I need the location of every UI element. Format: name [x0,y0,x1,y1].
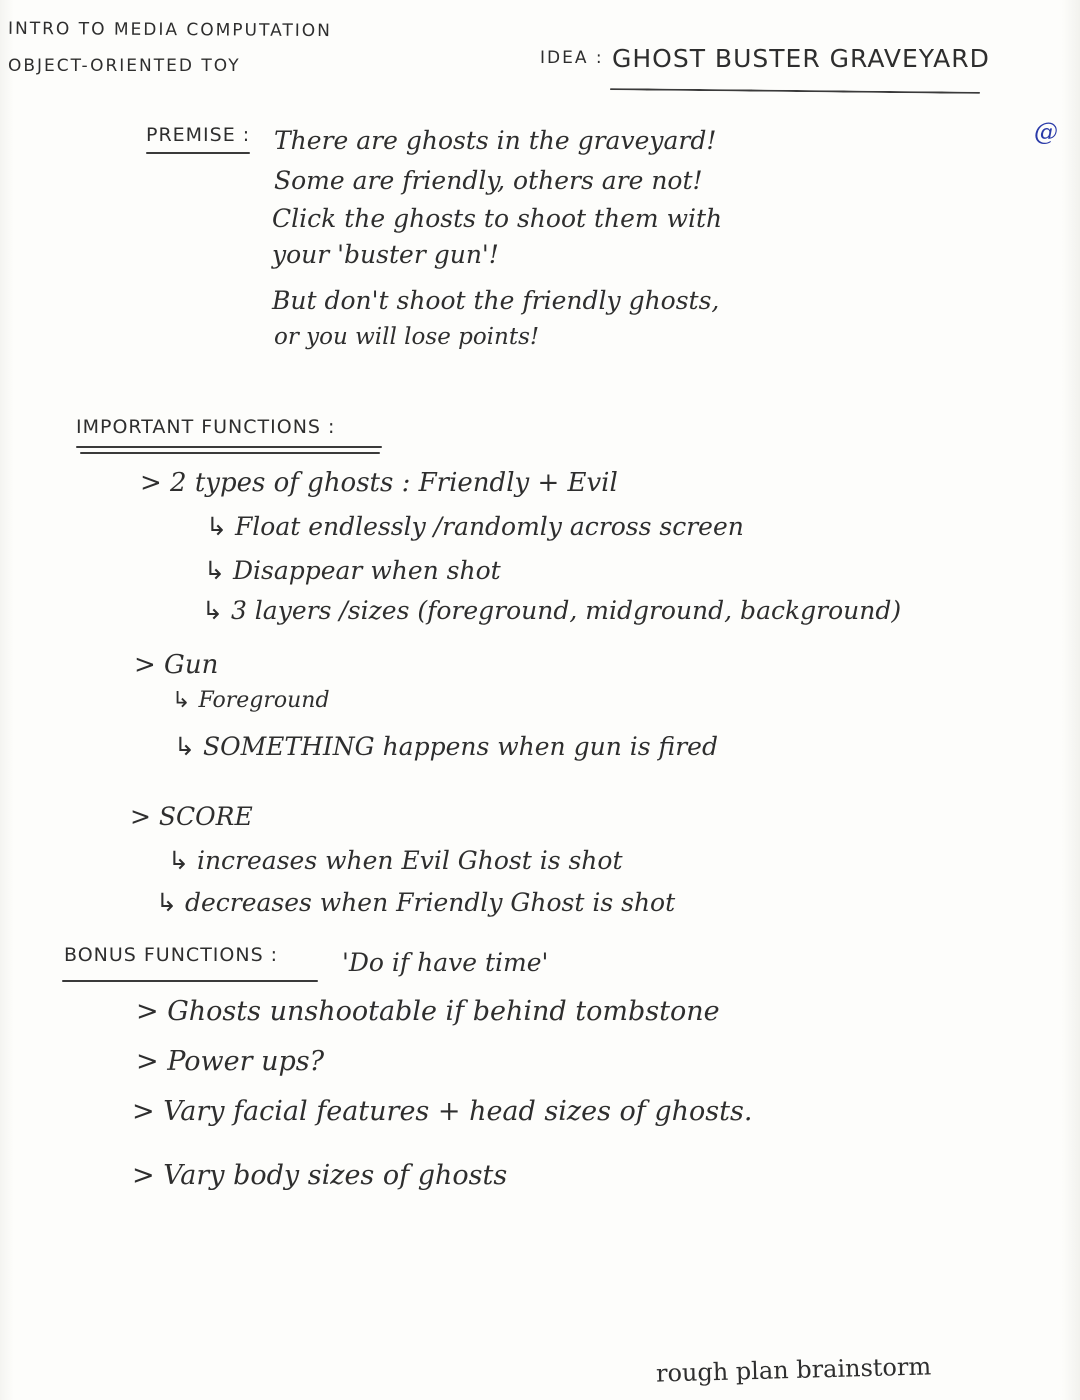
ghost-sub-2 [204,556,501,585]
premise-line-5: But don't shoot the friendly ghosts, [272,286,720,315]
gun-sub-2 [174,732,718,761]
score-item: > SCORE [130,802,253,831]
footer-note: rough plan brainstorm [655,1352,932,1388]
page-mark: @ [1034,118,1058,146]
sub-arrow-icon: ↳ [202,596,223,625]
bonus-item-2: > Power ups? [136,1046,325,1077]
bonus-item-4: > Vary body sizes of ghosts [132,1160,508,1191]
premise-line-3: Click the ghosts to shoot them with [272,204,723,233]
bonus-heading-underline [62,980,318,982]
ghost-sub-2-text: Disappear when shot [232,556,501,585]
idea-title-underline [610,88,980,94]
sub-arrow-icon: ↳ [168,846,189,875]
ghost-sub-1 [206,512,744,541]
score-sub-1-text: increases when Evil Ghost is shot [196,846,623,875]
premise-label: PREMISE : [146,124,251,146]
bonus-item-1: > Ghosts unshootable if behind tombstone [136,996,720,1027]
premise-line-2: Some are friendly, others are not! [274,166,703,195]
sub-arrow-icon: ↳ [204,556,225,585]
sub-arrow-icon: ↳ [174,732,195,761]
ghost-types-item: > 2 types of ghosts : Friendly + Evil [140,468,618,498]
sub-arrow-icon: ↳ [206,512,227,541]
sub-arrow-icon: ↳ [156,888,177,917]
idea-label: IDEA : [540,48,604,68]
gun-sub-1 [172,688,330,713]
score-sub-1 [168,846,623,875]
score-sub-2 [156,888,675,917]
score-sub-2-text: decreases when Friendly Ghost is shot [184,888,676,917]
premise-line-4: your 'buster gun'! [272,240,499,269]
premise-line-1: There are ghosts in the graveyard! [274,126,717,155]
bonus-note: 'Do if have time' [342,948,549,977]
bonus-item-3: > Vary facial features + head sizes of ghosts. [132,1096,753,1127]
sub-arrow-icon: ↳ [172,688,191,713]
gun-sub-1-text: Foreground [198,688,330,713]
gun-item: > Gun [134,650,219,680]
gun-sub-2-text: SOMETHING happens when gun is fired [202,732,718,761]
premise-line-6: or you will lose points! [274,324,540,350]
ghost-sub-3-text: 3 layers /sizes (foreground, midground, background) [230,596,902,625]
course-title-line1: INTRO TO MEDIA COMPUTATION [7,18,332,42]
important-heading-underline-1 [76,446,382,448]
course-title-line2: OBJECT-ORIENTED TOY [8,56,241,76]
important-heading-underline-2 [80,452,380,454]
premise-underline [146,152,250,154]
ghost-sub-3 [202,596,901,625]
ghost-sub-1-text: Float endlessly /randomly across screen [234,512,744,541]
important-functions-heading: IMPORTANT FUNCTIONS : [76,416,336,438]
idea-title: GHOST BUSTER GRAVEYARD [612,44,990,73]
bonus-functions-heading: BONUS FUNCTIONS : [64,944,279,966]
